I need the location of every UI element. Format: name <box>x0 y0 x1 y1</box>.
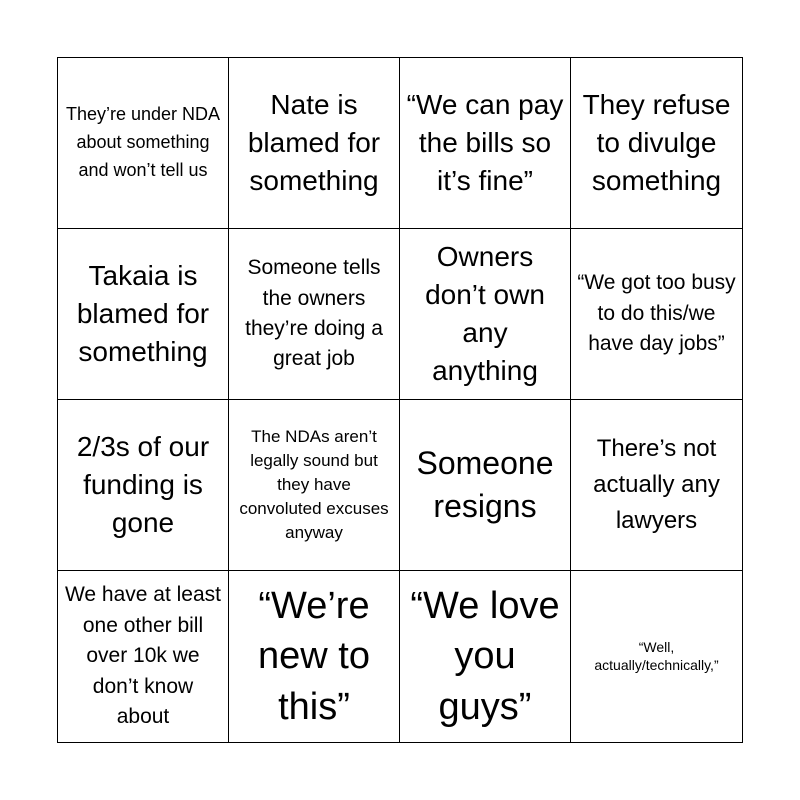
bingo-cell-3-1[interactable] <box>58 400 229 571</box>
bingo-cell-2-1[interactable] <box>58 229 229 400</box>
bingo-cell-text: Takaia is blamed for something <box>76 260 210 367</box>
bingo-cell-text: “We can pay the bills so it’s fine” <box>406 89 564 196</box>
bingo-cell-2-2[interactable] <box>229 229 400 400</box>
bingo-cell-2-4[interactable] <box>571 229 742 400</box>
bingo-cell-2-3[interactable] <box>400 229 571 400</box>
bingo-cell-4-3[interactable] <box>400 571 571 742</box>
bingo-cell-1-2[interactable] <box>229 58 400 229</box>
bingo-cell-3-4[interactable] <box>571 400 742 571</box>
bingo-cell-text: The NDAs aren’t legally sound but they have convoluted excuses anyway <box>239 426 389 543</box>
bingo-board <box>57 57 743 743</box>
bingo-cell-4-2[interactable] <box>229 571 400 742</box>
bingo-cell-text: “We’re new to this” <box>258 585 370 728</box>
bingo-cell-text: “Well, actually/technically,” <box>594 639 719 673</box>
bingo-cell-text: Owners don’t own any anything <box>425 241 545 386</box>
bingo-cell-text: “We love you guys” <box>410 585 560 728</box>
bingo-cell-4-4[interactable] <box>571 571 742 742</box>
bingo-cell-4-1[interactable] <box>58 571 229 742</box>
bingo-cell-text: Someone resigns <box>416 444 554 524</box>
bingo-cell-text: We have at least one other bill over 10k we don’t know about <box>64 583 222 729</box>
bingo-cell-1-3[interactable] <box>400 58 571 229</box>
bingo-cell-1-1[interactable] <box>58 58 229 229</box>
bingo-cell-text: Someone tells the owners they’re doing a great job <box>245 256 383 371</box>
bingo-cell-text: 2/3s of our funding is gone <box>76 431 210 538</box>
bingo-cell-3-2[interactable] <box>229 400 400 571</box>
bingo-cell-text: They refuse to divulge something <box>582 89 731 196</box>
bingo-cell-text: “We got too busy to do this/we have day jobs” <box>577 271 736 356</box>
bingo-cell-text: There’s not actually any lawyers <box>593 435 720 534</box>
bingo-cell-text: Nate is blamed for something <box>247 89 381 196</box>
bingo-cell-text: They’re under NDA about something and won’t tell us <box>65 104 221 180</box>
bingo-cell-1-4[interactable] <box>571 58 742 229</box>
bingo-cell-3-3[interactable] <box>400 400 571 571</box>
